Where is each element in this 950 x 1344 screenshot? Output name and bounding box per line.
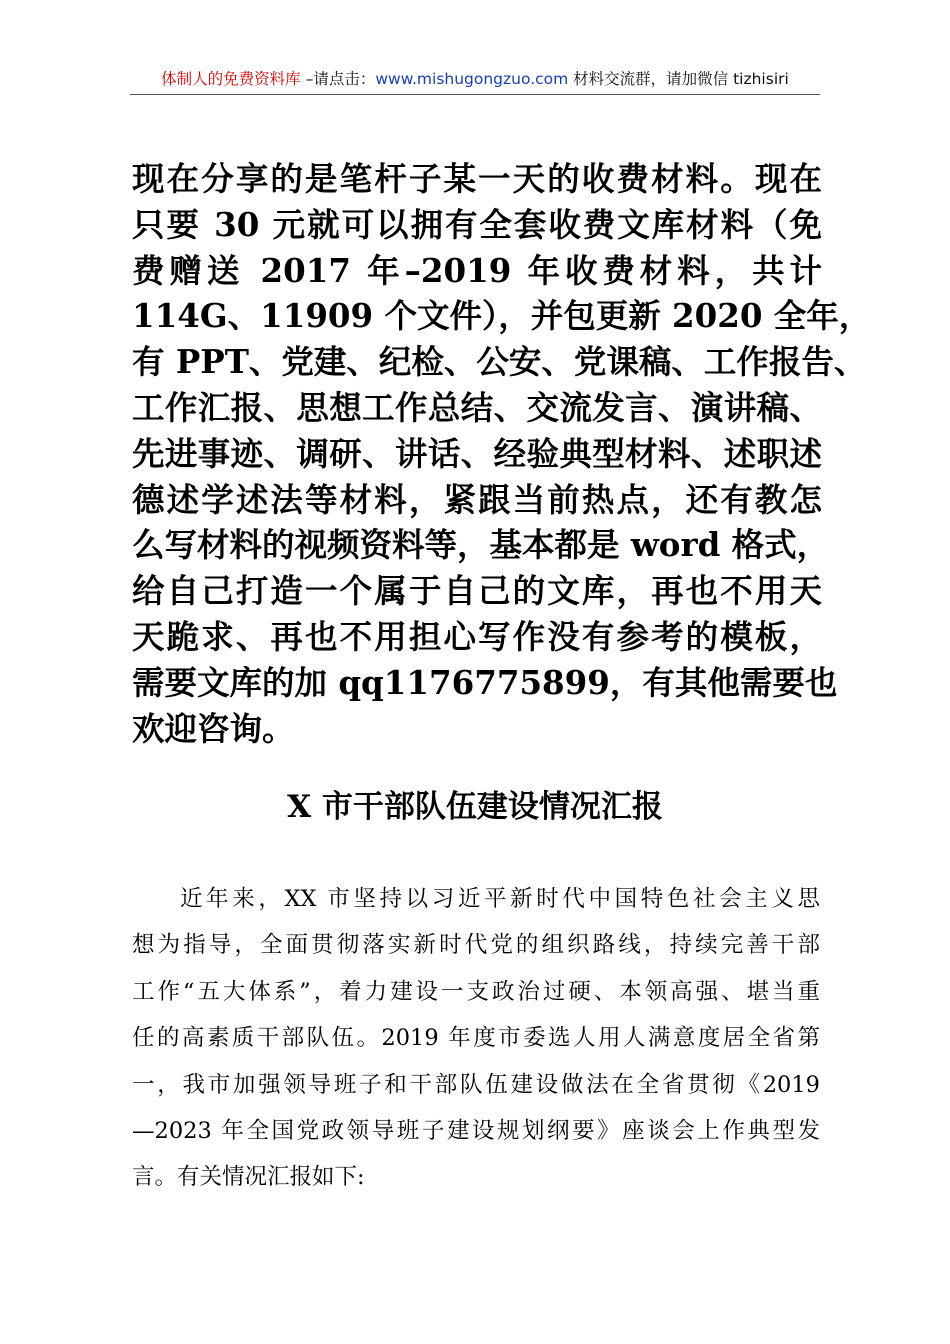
promo-line: 么写材料的视频资料等，基本都是 word 格式， (132, 525, 830, 565)
promo-line: 费赠送 2017 年–2019 年收费材料，共计 (132, 250, 822, 290)
promo-paragraph (132, 156, 872, 751)
page-header (130, 68, 820, 95)
header-library-name: 体制人的免费资料库 (161, 70, 301, 88)
header-wechat-note: 材料交流群，请加微信 tizhisiri (568, 70, 789, 88)
body-line: 言。有关情况汇报如下: (132, 1164, 365, 1191)
promo-line: 114G、11909 个文件），并包更新 2020 全年， (132, 296, 872, 336)
promo-line: 欢迎咨询。 (132, 708, 295, 748)
body-line: 任的高素质干部队伍。2019 年度市委选人用人满意度居全省第 (132, 1025, 820, 1052)
document-title: X 市干部队伍建设情况汇报 (287, 789, 663, 825)
body-line: —2023 年全国党政领导班子建设规划纲要》座谈会上作典型发 (132, 1117, 820, 1144)
header-website-link[interactable]: www.mishugongzuo.com (375, 70, 569, 88)
promo-line: 有 PPT、党建、纪检、公安、党课稿、工作报告、 (132, 342, 867, 382)
header-click-prompt: –请点击： (300, 70, 376, 88)
promo-line: 工作汇报、思想工作总结、交流发言、演讲稿、 (132, 387, 822, 427)
promo-line: 现在分享的是笔杆子某一天的收费材料。现在 (132, 159, 822, 198)
body-paragraph (132, 876, 820, 1201)
promo-line: 给自己打造一个属于自己的文库，再也不用天 (132, 571, 822, 611)
body-line: 工作“五大体系”，着力建设一支政治过硬、本领高强、堪当重 (132, 978, 820, 1005)
promo-line: 先进事迹、调研、讲话、经验典型材料、述职述 (132, 433, 822, 473)
body-line: 一，我市加强领导班子和干部队伍建设做法在全省贯彻《2019 (132, 1071, 820, 1098)
body-line: 想为指导，全面贯彻落实新时代党的组织路线，持续完善干部 (132, 932, 820, 959)
promo-line: 只要 30 元就可以拥有全套收费文库材料（免 (132, 204, 822, 244)
body-line: 近年来，XX 市坚持以习近平新时代中国特色社会主义思 (180, 886, 820, 912)
promo-line: 德述学述法等材料，紧跟当前热点，还有教怎 (132, 479, 822, 519)
promo-line: 需要文库的加 qq1176775899，有其他需要也 (132, 662, 838, 702)
promo-line: 天跪求、再也不用担心写作没有参考的模板， (132, 616, 822, 656)
